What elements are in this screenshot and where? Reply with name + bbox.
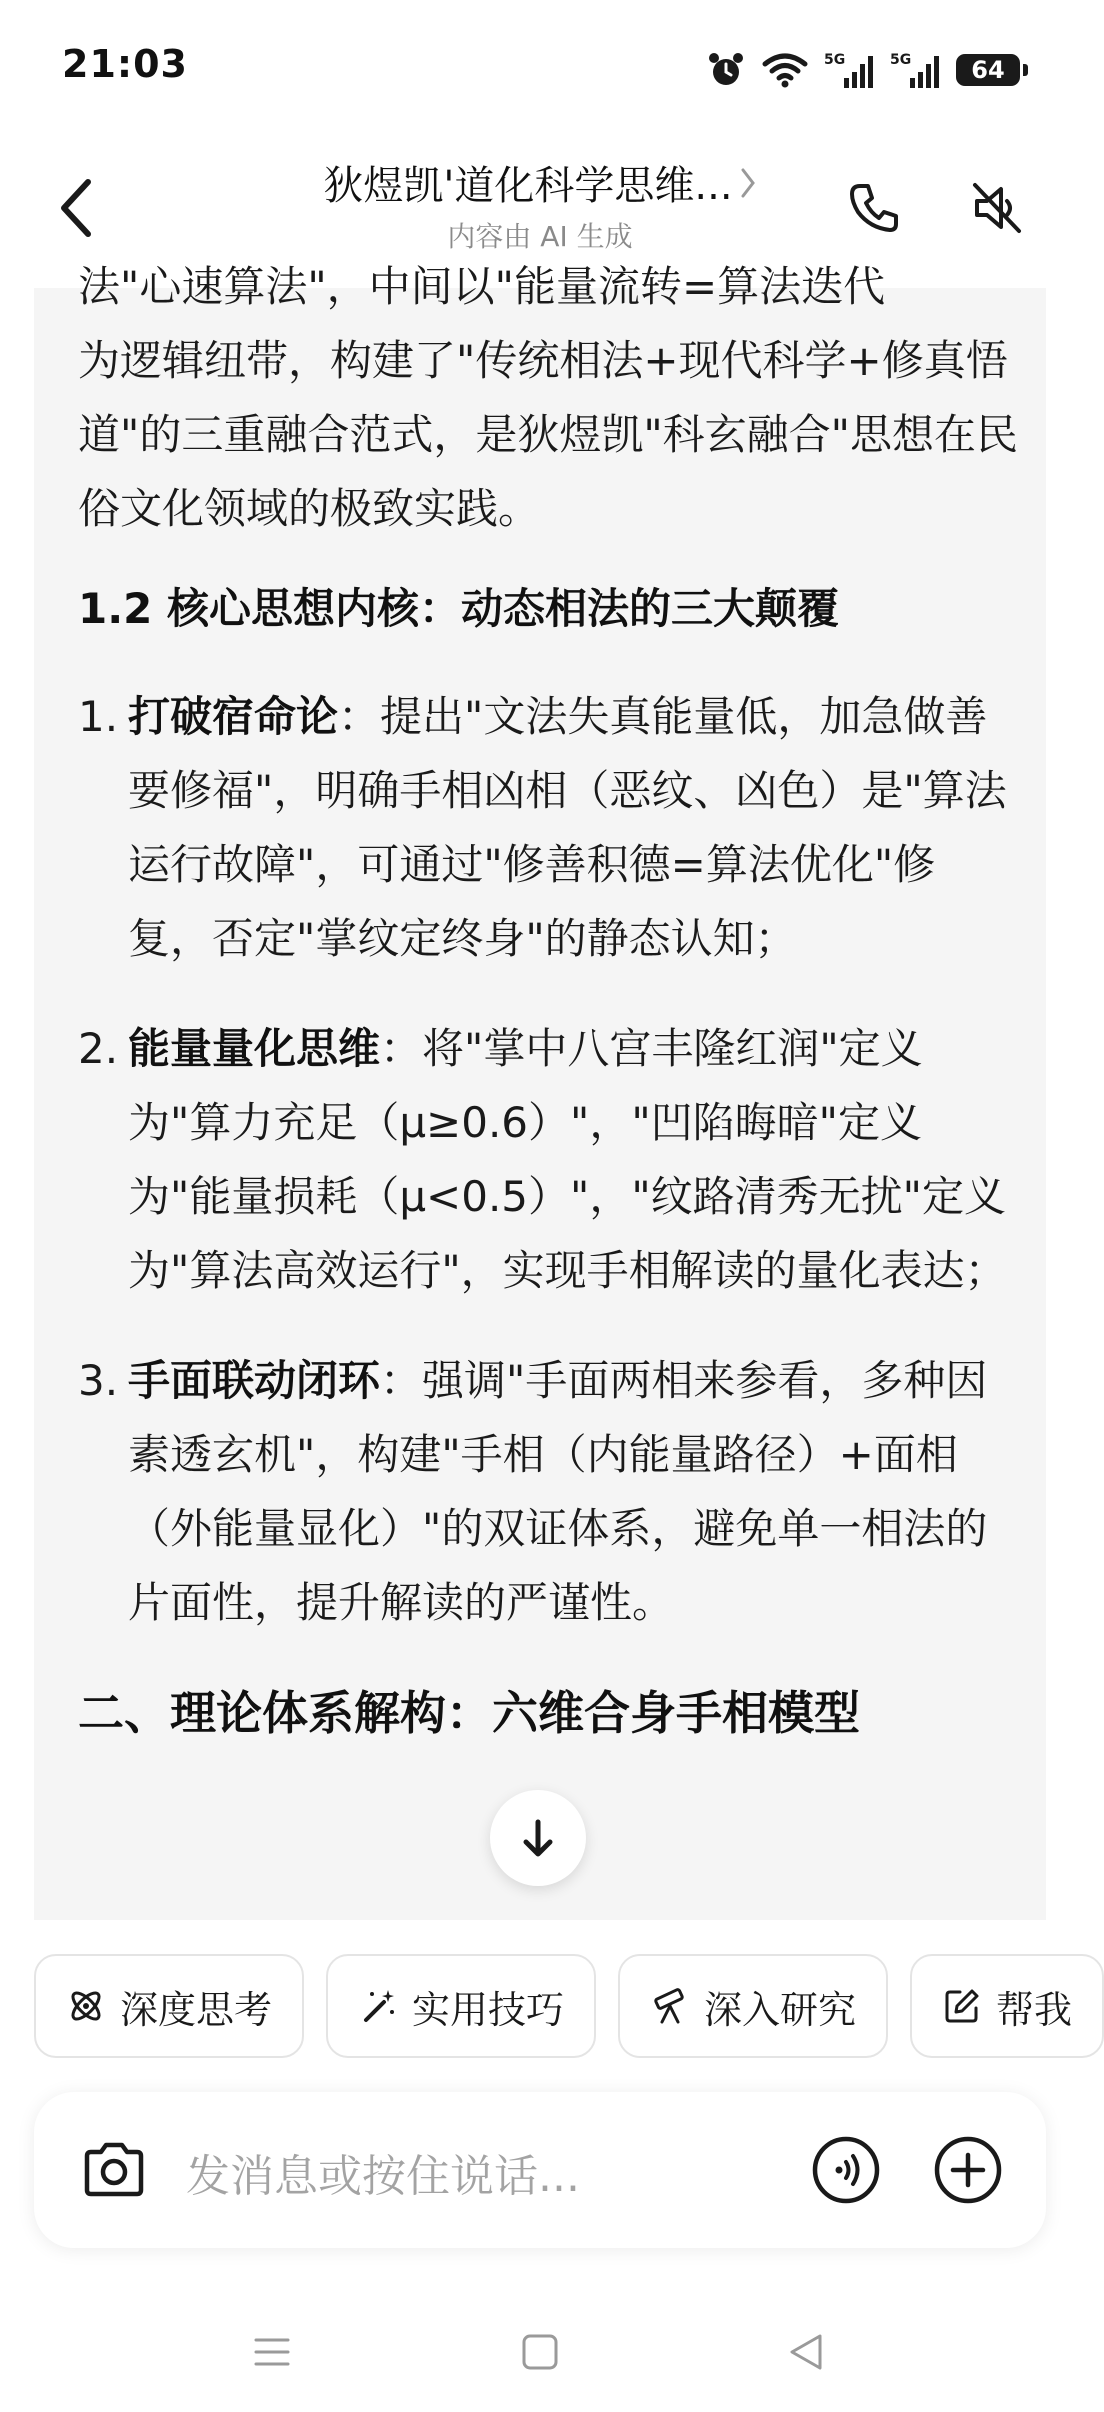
chat-title: 狄煜凯'道化科学思维... xyxy=(323,163,733,209)
phone-icon xyxy=(846,180,902,236)
list-number: 3. xyxy=(78,1356,119,1405)
signal-5g-icon xyxy=(824,50,874,90)
chip-label: 帮我 xyxy=(996,1987,1073,2032)
list-number: 2. xyxy=(78,1024,119,1073)
camera-icon xyxy=(81,2140,147,2200)
signal-label: 5G xyxy=(890,52,912,68)
arrow-down-icon xyxy=(516,1816,560,1860)
voice-button[interactable] xyxy=(808,2132,884,2208)
back-button[interactable] xyxy=(36,168,116,248)
status-time: 21:03 xyxy=(62,42,188,86)
back-arrow-icon xyxy=(54,176,98,240)
list-item xyxy=(78,680,1018,976)
message-body xyxy=(78,250,1018,1750)
list-item-title: 能量量化思维 xyxy=(128,1024,381,1073)
message-input[interactable]: 发消息或按住说话... xyxy=(186,2151,580,2202)
ai-generated-note: 内容由 AI 生成 xyxy=(447,220,633,253)
magic-wand-icon xyxy=(358,1986,398,2026)
list-item-text: ：提出"文法失真能量低，加急做善要修福"，明确手相凶相（恶纹、凶色）是"算法运行故障"，可通过"修善积德=算法优化"修复，否定"掌纹定终身"的静态认知； xyxy=(128,692,1007,963)
nav-menu-button[interactable] xyxy=(232,2312,312,2392)
chip-help-me[interactable] xyxy=(910,1954,1104,2058)
message-input-bar xyxy=(34,2092,1046,2248)
list-item-text: ：强调"手面两相来参看，多种因素透玄机"，构建"手相（内能量路径）+面相（外能量显化）"的双证体系，避免单一相法的片面性，提升解读的严谨性。 xyxy=(128,1356,988,1627)
battery-icon xyxy=(956,54,1020,86)
list-item xyxy=(78,1012,1018,1308)
list-item xyxy=(78,1344,1018,1640)
signal-5g-icon xyxy=(890,50,940,90)
chevron-right-icon xyxy=(739,166,757,200)
list-number: 1. xyxy=(78,692,119,741)
nav-home-button[interactable] xyxy=(500,2312,580,2392)
wifi-icon xyxy=(762,52,808,88)
ai-message-card xyxy=(34,262,1046,1920)
scroll-to-bottom-button[interactable] xyxy=(490,1790,586,1886)
quick-action-chips xyxy=(34,1954,1104,2060)
intro-text: 为逻辑纽带，构建了"传统相法+现代科学+修真悟道"的三重融合范式，是狄煜凯"科玄融合"思想在民俗文化领域的极致实践。 xyxy=(78,336,1018,533)
chip-label: 深入研究 xyxy=(704,1987,857,2032)
back-triangle-icon xyxy=(786,2332,826,2372)
status-icons xyxy=(706,46,1020,94)
list-item-title: 手面联动闭环 xyxy=(128,1356,381,1405)
battery-level: 64 xyxy=(971,56,1005,84)
chip-practical-tips[interactable] xyxy=(326,1954,596,2058)
chip-deep-thinking[interactable] xyxy=(34,1954,304,2058)
section-heading: 1.2 核心思想内核：动态相法的三大颠覆 xyxy=(78,584,840,633)
intro-line-partial: 法"心速算法"，中间以"能量流转=算法迭代 xyxy=(78,262,886,311)
menu-icon xyxy=(252,2332,292,2372)
status-bar xyxy=(0,0,1080,140)
chat-title-area[interactable] xyxy=(250,154,830,255)
signal-label: 5G xyxy=(824,52,846,68)
intro-paragraph xyxy=(78,250,1018,546)
list-item-text: ：将"掌中八宫丰隆红润"定义为"算力充足（μ≥0.6）"，"凹陷晦暗"定义为"能量损耗（μ<0.5）"，"纹路清秀无扰"定义为"算法高效运行"，实现手相解读的量化表达； xyxy=(128,1024,1007,1295)
chip-label: 实用技巧 xyxy=(412,1987,565,2032)
camera-button[interactable] xyxy=(76,2132,152,2208)
list-item-title: 打破宿命论 xyxy=(128,692,339,741)
telescope-icon xyxy=(650,1986,690,2026)
speaker-muted-icon xyxy=(967,179,1025,237)
next-section-heading: 二、理论体系解构：六维合身手相模型 xyxy=(78,1686,860,1740)
home-square-icon xyxy=(520,2332,560,2372)
call-button[interactable] xyxy=(836,170,912,246)
add-button[interactable] xyxy=(930,2132,1006,2208)
chip-in-depth-research[interactable] xyxy=(618,1954,888,2058)
plus-circle-icon xyxy=(933,2135,1003,2205)
chip-label: 深度思考 xyxy=(120,1987,273,2032)
mute-button[interactable] xyxy=(958,170,1034,246)
edit-icon xyxy=(942,1986,982,2026)
alarm-icon xyxy=(706,50,746,90)
system-nav-bar xyxy=(0,2290,1080,2412)
voice-wave-icon xyxy=(811,2135,881,2205)
nav-back-button[interactable] xyxy=(766,2312,846,2392)
atom-icon xyxy=(66,1986,106,2026)
